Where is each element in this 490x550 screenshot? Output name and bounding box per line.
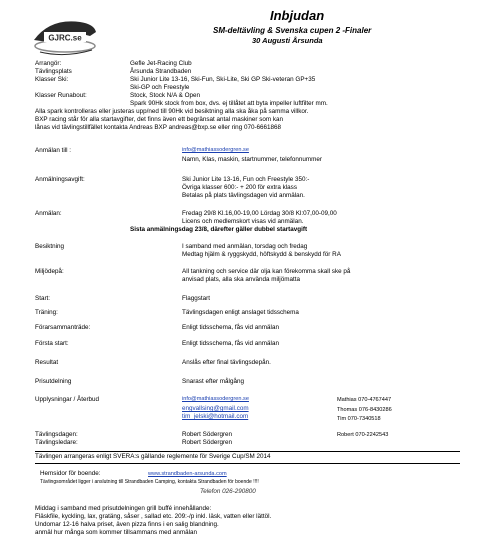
- logo-text: GJRC.se: [48, 33, 82, 43]
- hemsida-link[interactable]: www.strandbaden-arsunda.com: [148, 471, 227, 477]
- pris-label: Prisutdelning: [35, 378, 72, 385]
- divider-top: [35, 451, 460, 452]
- telefon: Telefon 026-290800: [200, 488, 256, 495]
- forar-label: Förarsammanträde:: [35, 324, 91, 331]
- bxp-note-2: lånas vid tävlingstillfället kontakta Andreas BXP andreas@bxp.se eller ring 070-6661868: [35, 124, 282, 131]
- doc-title: Inbjudan: [270, 8, 325, 23]
- forsta-value: Enligt tidsschema, fås vid anmälan: [182, 340, 279, 347]
- hemsida-label: Hemsidor för boende:: [40, 470, 101, 477]
- contact-email-1[interactable]: info@mathiassodergren.se: [182, 396, 249, 402]
- besiktning-line-2: Medtag hjälm & ryggskydd, höftskydd & benskydd för RA: [182, 251, 341, 258]
- upplysningar-label: Upplysningar / Återbud: [35, 396, 100, 403]
- middag-line-4: anmäl hur många som kommer tillsammans med anmälan: [35, 529, 198, 536]
- miljo-label: Miljödepå:: [35, 268, 64, 275]
- traning-label: Träning:: [35, 309, 58, 316]
- middag-line-1: Middag i samband med prisutdelningen grill buffé innehållande:: [35, 505, 212, 512]
- klasser-value-1: Ski Junior Lite 13-16, Ski-Fun, Ski-Lite, Ski GP Ski-veteran GP+35: [130, 76, 316, 83]
- contact-person-1: Mathias 070-4767447: [337, 397, 392, 403]
- middag-line-2: Fläskfile, kyckling, lax, gratäng, såser , sallad etc. 209:-/p inkl. läsk, vatten eller lättöl.: [35, 513, 272, 520]
- avgift-line-2: Övriga klasser 600:- + 200 för extra klass: [182, 184, 297, 191]
- anmalan-fields: Namn, Klas, maskin, startnummer, telefonnummer: [182, 156, 322, 163]
- plats-label: Tävlingsplats: [35, 68, 72, 75]
- anmalan-line-1: Fredag 29/8 Kl.16,00-19,00 Lördag 30/8 Kl:07,00-09,00: [182, 210, 337, 217]
- resultat-value: Anslås efter final tävlingsdepån.: [182, 359, 271, 366]
- start-value: Flaggstart: [182, 295, 210, 302]
- avgift-line-3: Betalas på plats tävlingsdagen vid anmälan.: [182, 192, 305, 199]
- spark-note: Alla spark kontrolleras eller justeras upp/ned till 90Hk vid besiktning alla ska åka på samma villkor.: [35, 108, 309, 115]
- runabout-value-1: Stock, Stock N/A & Open: [130, 92, 200, 99]
- tavlingsledare-label: Tävlingsledare:: [35, 439, 78, 446]
- tavlingsdagen-value: Robert Södergren: [182, 431, 233, 438]
- arrangor-value: Gefle Jet-Racing Club: [130, 60, 192, 67]
- anmalan-till-label: Anmälan till :: [35, 147, 72, 154]
- contact-person-2: Thomas 076-8430286: [337, 407, 392, 413]
- pris-value: Snarast efter målgång: [182, 378, 244, 385]
- resultat-label: Resultat: [35, 359, 59, 366]
- runabout-label: Klasser Runabout:: [35, 92, 87, 99]
- rules-note: Tävlingen arrangeras enligt SVERA:s gällande reglemente för Sverige Cup/SM 2014: [35, 453, 271, 460]
- contact-email-3[interactable]: tim_jelski@hotmail.com: [182, 413, 249, 420]
- bxp-note-1: BXP racing står för alla startavgifter, det finns även ett begränsat antal maskiner som kan: [35, 116, 284, 123]
- doc-date: 30 Augusti Årsunda: [252, 36, 323, 45]
- plats-value: Årsunda Strandbaden: [130, 68, 192, 75]
- avgift-label: Anmälningsavgift:: [35, 176, 85, 183]
- avgift-line-1: Ski Junior Lite 13-16, Fun och Freestyle 350:-: [182, 176, 310, 183]
- runabout-value-2: Spark 90Hk stock from box, dvs. ej tillåtet att byta impeller luftfilter mm.: [130, 100, 328, 107]
- middag-line-3: Undomar 12-16 halva priset, även pizza finns i en salig blandning.: [35, 521, 219, 528]
- forar-value: Enligt tidsschema, fås vid anmälan: [182, 324, 279, 331]
- besiktning-label: Besiktning: [35, 243, 65, 250]
- miljo-line-1: All tankning och service där olja kan förekomma skall ske på: [182, 268, 351, 275]
- divider-bottom: [35, 463, 460, 464]
- forsta-label: Första start:: [35, 340, 69, 347]
- klasser-label: Klasser Ski:: [35, 76, 69, 83]
- tavlingsdagen-label: Tävlingsdagen:: [35, 431, 78, 438]
- anmalan-line-2: Licens och medlemskort visas vid anmälan.: [182, 218, 304, 225]
- contact-email-2[interactable]: engvallsing@gmail.com: [182, 405, 249, 412]
- robert-phone: Robert 070-2242543: [337, 432, 389, 438]
- arrangor-label: Arrangör:: [35, 60, 62, 67]
- tavlingsledare-value: Robert Södergren: [182, 439, 233, 446]
- doc-subtitle: SM-deltävling & Svenska cupen 2 -Finaler: [213, 26, 372, 35]
- club-logo: [30, 10, 100, 60]
- besiktning-line-1: I samband med anmälan, torsdag och fredag: [182, 243, 308, 250]
- miljo-line-2: anvisad plats, alla ska använda miljömatta: [182, 276, 300, 283]
- anmalan-email-link[interactable]: info@mathiassodergren.se: [182, 147, 249, 153]
- camping-note: Tävlingsområdet ligger i anslutning till Strandbaden Camping, kontakta Strandbaden för boende !!!!: [40, 479, 259, 485]
- anmalan-label: Anmälan:: [35, 210, 62, 217]
- klasser-value-2: Ski-GP och Freestyle: [130, 84, 190, 91]
- start-label: Start:: [35, 295, 51, 302]
- sista-anmalningsdag: Sista anmälningsdag 23/8, därefter gäller dubbel startavgift: [130, 226, 308, 233]
- traning-value: Tävlingsdagen enligt anslaget tidsschema: [182, 309, 299, 316]
- contact-person-3: Tim 070-7340518: [337, 416, 381, 422]
